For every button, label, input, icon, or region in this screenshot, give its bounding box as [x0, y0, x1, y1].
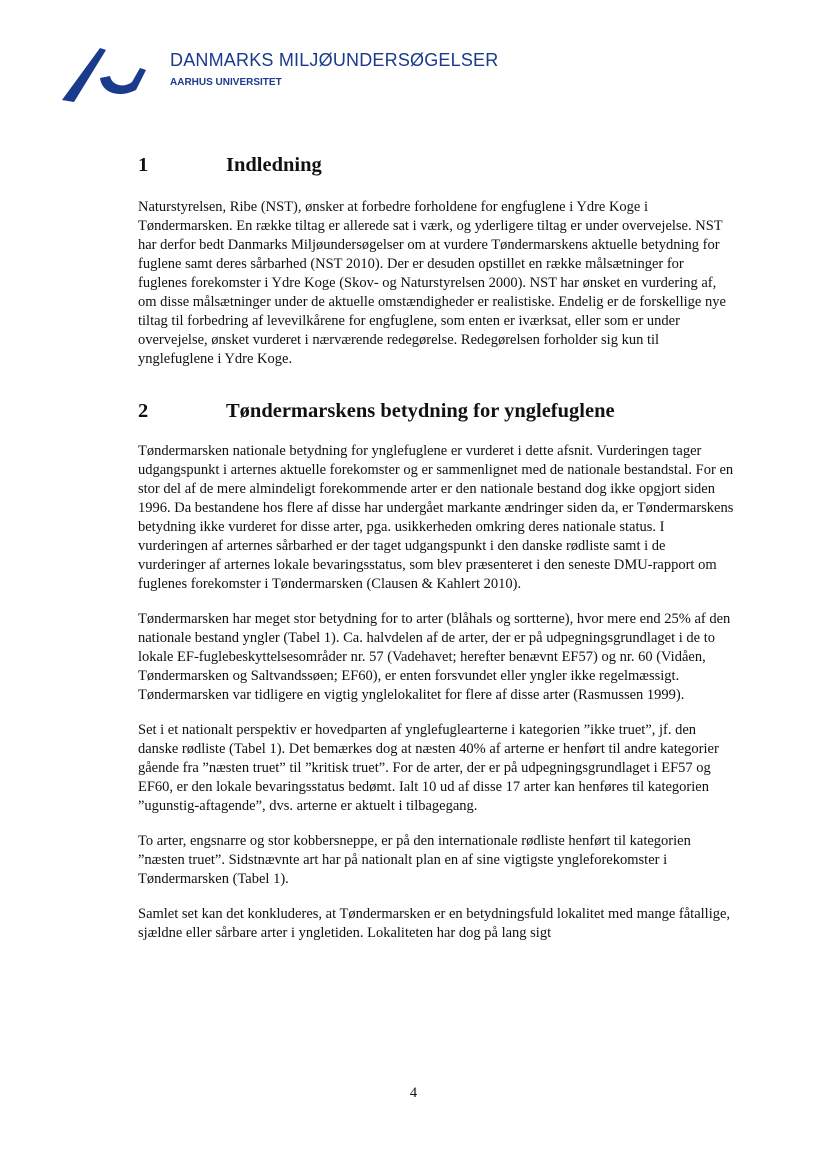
section-number: 2	[138, 399, 149, 422]
document-body	[138, 152, 734, 959]
au-logo-icon	[60, 44, 156, 104]
section-number: 1	[138, 154, 149, 176]
section-heading	[138, 398, 734, 425]
section-title: Tøndermarskens betydning for ynglefuglene	[226, 399, 615, 422]
paragraph: To arter, engsnarre og stor kobbersneppe, er på den internationale rødliste henført til kategorien ”næsten truet”. Sidstnævnte art har på nationalt plan en af sine vigtigste yngleforekomster i Tøndermarsken (Tabel 1).	[138, 833, 691, 888]
organization-subtitle: AARHUS UNIVERSITET	[170, 77, 282, 88]
page-header	[60, 44, 560, 104]
paragraph: Set i et nationalt perspektiv er hovedparten af ynglefuglearterne i kategorien ”ikke truet”, jf. den danske rødliste (Tabel 1). Det bemærkes dog at næsten 40% af arterne er henført til andre kategorier gående fra ”næsten truet” til ”kritisk truet”. For de arter, der er på udpegningsgrundlaget i EF57 og EF60, er den lokale bevaringsstatus bedømt. Ialt 10 ud af disse 17 arter kan henføres til kategorien ”ugunstig-aftagende”, dvs. arterne er aktuelt i tilbagegang.	[138, 722, 719, 815]
paragraph: Tøndermarsken nationale betydning for ynglefuglene er vurderet i dette afsnit. Vurderingen tager udgangspunkt i arternes aktuelle forekomster og er sammenlignet med de nationale bestandstal. For en stor del af de mere almindeligt forekommende arter er den nationale bestand dog ikke opgjort siden 1996. Da bestandene hos flere af disse har undergået markante ændringer siden da, er Tøndermarskens betydning ikke vurderet for disse arter, pga. usikkerheden omkring deres nationale status. I vurderingen af arternes sårbarhed er der taget udgangspunkt i den danske rødliste samt i de vurderinger af arternes lokale bevaringsstatus, som blev præsenteret i den seneste DMU-rapport om fuglenes forekomster i Tøndermarsken (Clausen & Kahlert 2010).	[138, 443, 734, 593]
section-heading	[138, 152, 734, 179]
paragraph: Samlet set kan det konkluderes, at Tøndermarsken er en betydningsfuld lokalitet med mange fåtallige, sjældne eller sårbare arter i yngletiden. Lokaliteten har dog på lang sigt	[138, 906, 731, 942]
page-number: 4	[409, 1085, 418, 1101]
paragraph: Tøndermarsken har meget stor betydning for to arter (blåhals og sortterne), hvor mere end 25% af den nationale bestand yngler (Tabel 1). Ca. halvdelen af de arter, der er på udpegningsgrundlaget i de to lokale EF-fuglebeskyttelsesområder nr. 57 (Vadehavet; herefter benævnt EF57) og nr. 60 (Vidåen, Tøndermarsken og Saltvandssøen; EF60), er enten forsvundet eller yngler ikke regelmæssigt. Tøndermarsken var tidligere en vigtig ynglelokalitet for flere af disse arter (Rasmussen 1999).	[138, 611, 731, 704]
organization-name: DANMARKS MILJØUNDERSØGELSER	[170, 50, 499, 70]
section-title: Indledning	[226, 154, 322, 176]
paragraph: Naturstyrelsen, Ribe (NST), ønsker at forbedre forholdene for engfuglene i Ydre Koge i Tøndermarsken. En række tiltag er allerede sat i værk, og yderligere tiltag er under overvejelse. NST har derfor bedt Danmarks Miljøundersøgelser om at vurdere Tøndermarskens aktuelle betydning for fuglene samt deres sårbarhed (NST 2010). Der er desuden opstillet en række målsætninger for fuglenes forekomster i Ydre Koge (Skov- og Naturstyrelsen 2000). NST har ønsket en vurdering af, om disse målsætninger under de aktuelle omstændigheder er realistiske. Endelig er de forskellige nye tiltag til forbedring af levevilkårene for engfuglene, som enten er iværksat, eller som er under overvejelse, ønsket vurderet i nærværende redegørelse. Redegørelsen forholder sig kun til ynglefuglene i Ydre Koge.	[138, 198, 726, 367]
